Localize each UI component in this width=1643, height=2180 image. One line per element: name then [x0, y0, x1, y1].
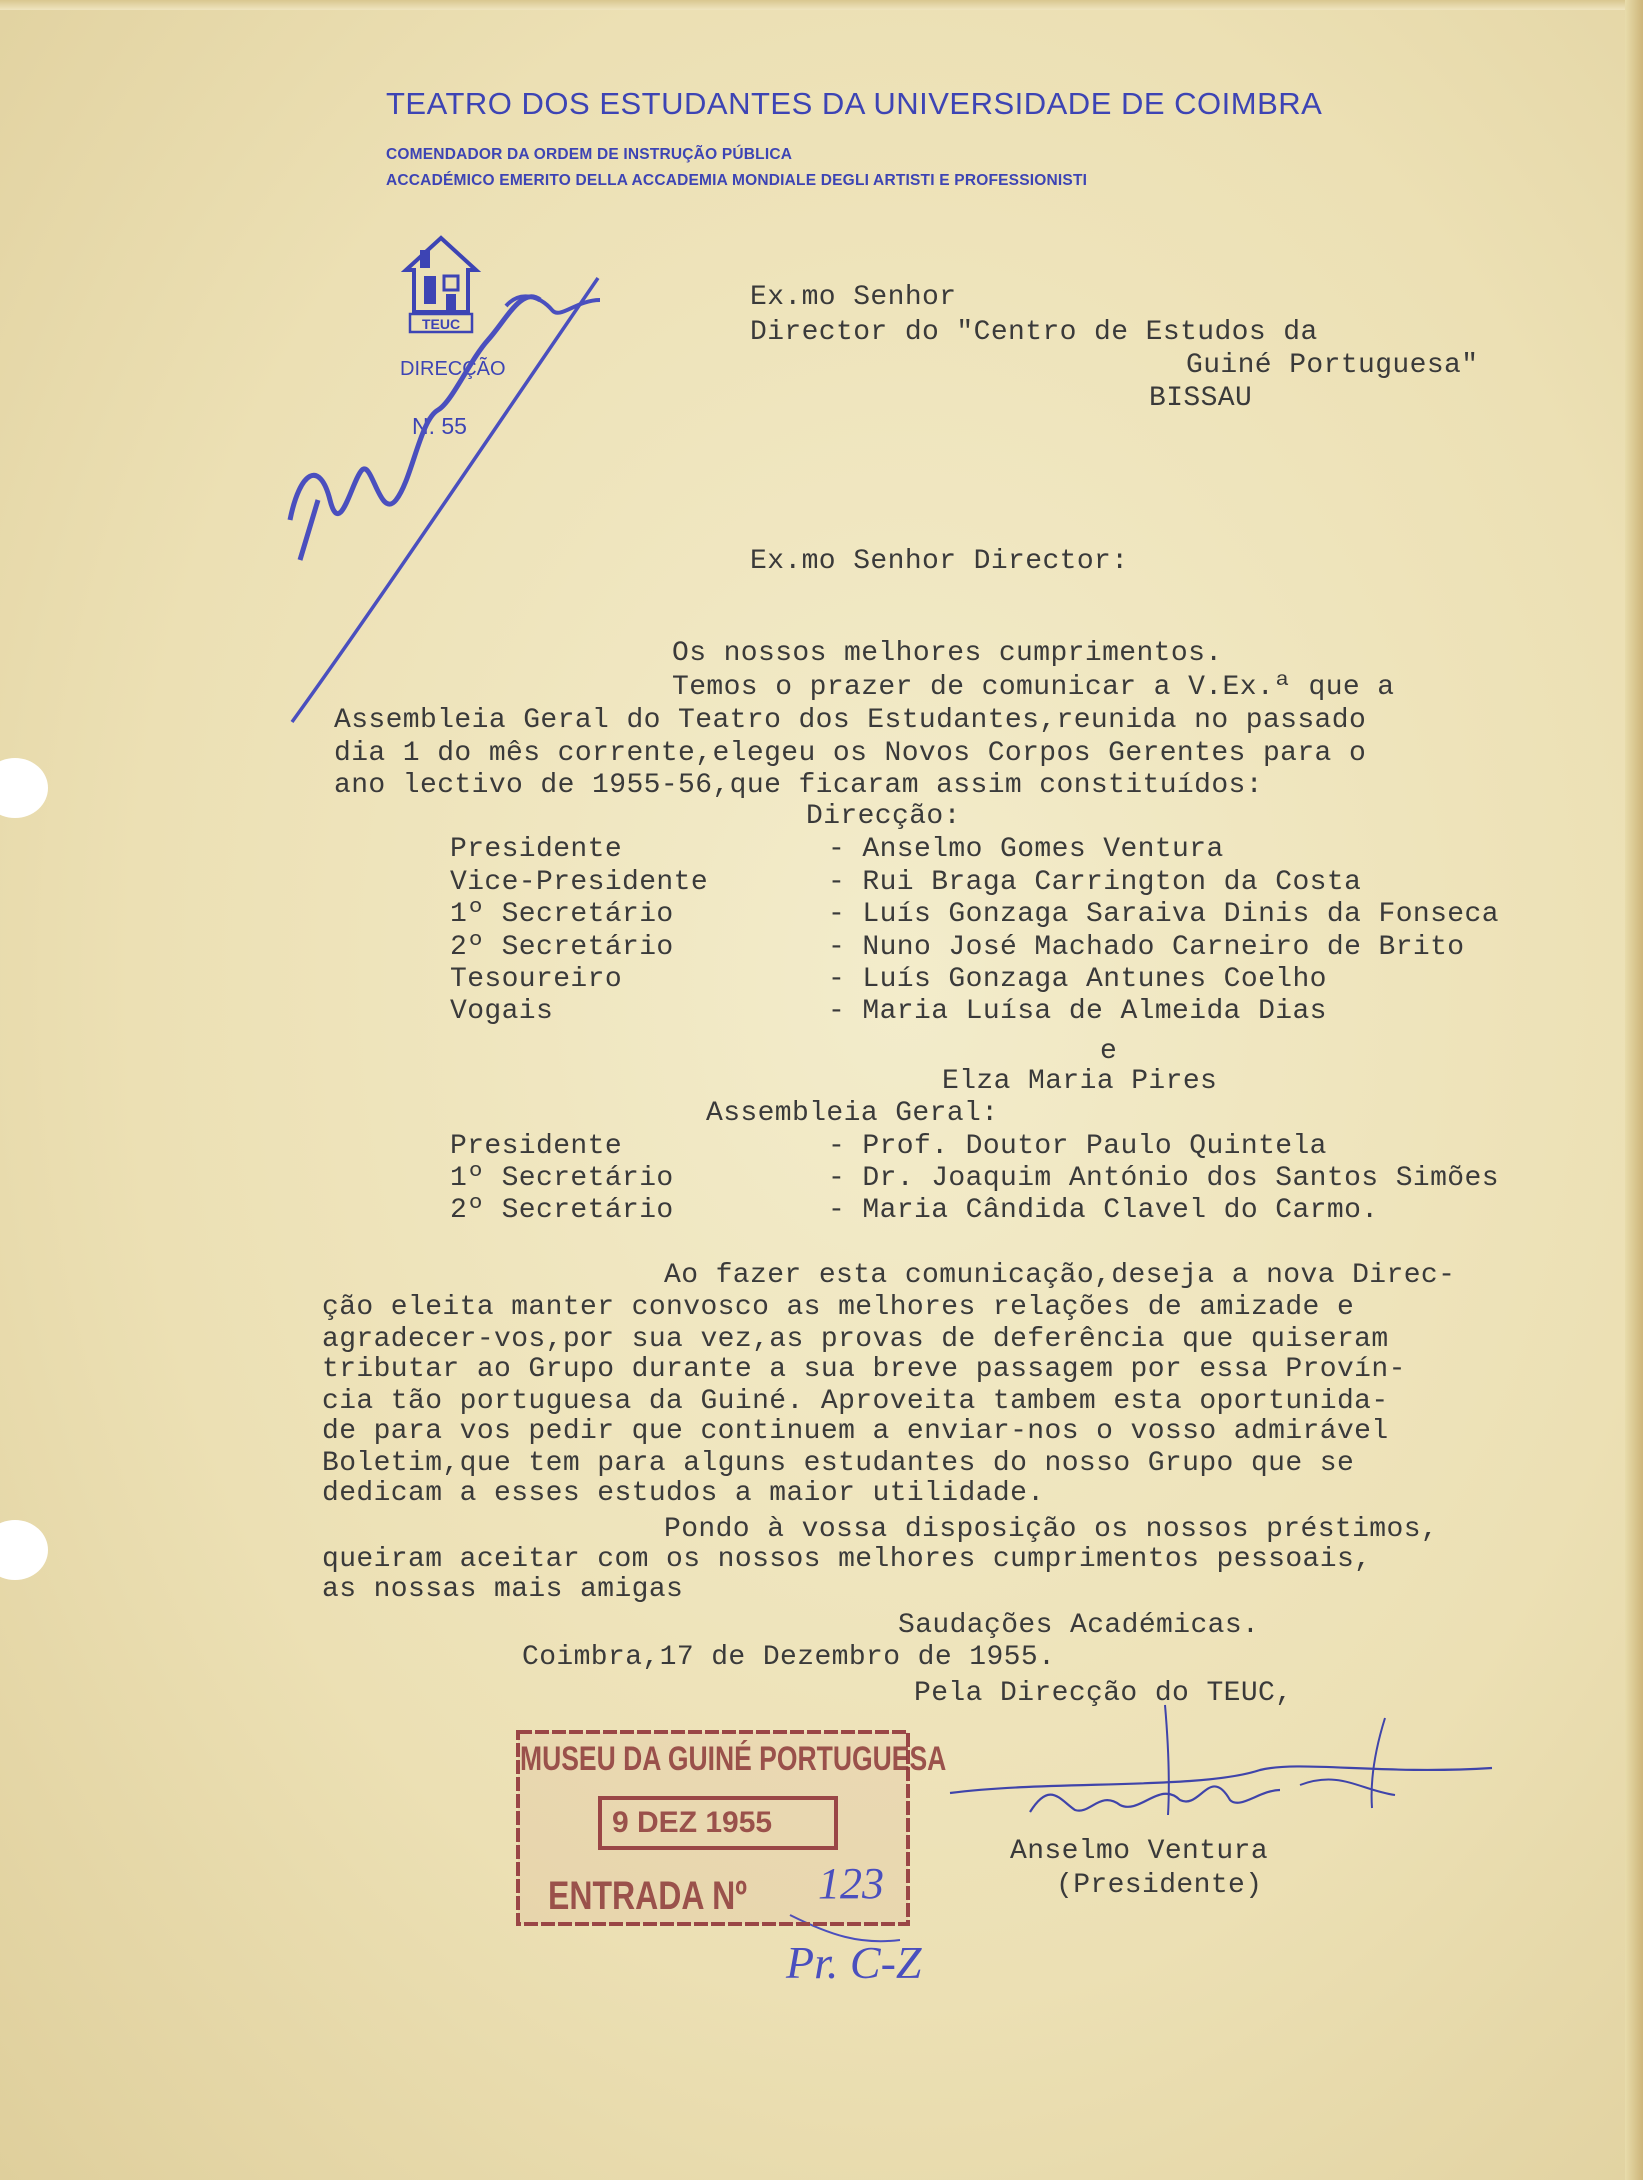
stamp-title: MUSEU DA GUINÉ PORTUGUESA [520, 1740, 947, 1778]
p1-line: Temos o prazer de comunicar a V.Ex.ª que a [672, 672, 1395, 703]
stamp-date: 9 DEZ 1955 [612, 1806, 773, 1839]
reference-annotation: Pr. C-Z [786, 1937, 922, 1988]
stamp-entrada-number: 123 [818, 1859, 884, 1908]
member-name: - Rui Braga Carrington da Costa [828, 867, 1362, 898]
recipient-line-2: Director do "Centro de Estudos da [750, 317, 1318, 348]
signer-name: Anselmo Ventura [1010, 1836, 1269, 1867]
role-label: 1º Secretário [450, 899, 674, 930]
closing-by: Pela Direcção do TEUC, [914, 1678, 1293, 1709]
p2-line: Boletim,que tem para alguns estudantes do nosso Grupo que se [322, 1448, 1355, 1479]
member-name: Elza Maria Pires [942, 1066, 1218, 1097]
greeting: Os nossos melhores cumprimentos. [672, 638, 1223, 669]
p2-line: dedicam a esses estudos a maior utilidade. [322, 1478, 1045, 1509]
direccao-no-prefix: N. [412, 413, 435, 439]
p3-line: as nossas mais amigas [322, 1574, 684, 1605]
direccao-label: DIRECÇÃO [400, 358, 506, 380]
direccao-no-value: 55 [441, 413, 467, 439]
direccao-heading: Direcção: [806, 801, 961, 832]
role-label: Presidente [450, 1131, 623, 1162]
assembleia-heading: Assembleia Geral: [706, 1098, 999, 1129]
member-name: - Prof. Doutor Paulo Quintela [828, 1131, 1327, 1162]
role-label: 2º Secretário [450, 1195, 674, 1226]
member-name: - Maria Cândida Clavel do Carmo. [828, 1195, 1379, 1226]
member-name: - Nuno José Machado Carneiro de Brito [828, 932, 1465, 963]
recipient-line-4: BISSAU [1149, 383, 1253, 414]
closing-place-date: Coimbra,17 de Dezembro de 1955. [522, 1642, 1056, 1673]
member-name: - Maria Luísa de Almeida Dias [828, 996, 1327, 1027]
p2-line: ção eleita manter convosco as melhores relações de amizade e [322, 1292, 1355, 1323]
member-name: - Dr. Joaquim António dos Santos Simões [828, 1163, 1499, 1194]
role-label: Tesoureiro [450, 964, 623, 995]
letterhead-line-1: COMENDADOR DA ORDEM DE INSTRUÇÃO PÚBLICA [386, 146, 793, 163]
p2-line: de para vos pedir que continuem a enviar-nos o vosso admirável [322, 1416, 1389, 1447]
p1-line: Assembleia Geral do Teatro dos Estudantes,reunida no passado [334, 705, 1367, 736]
vogais-conjunction: e [1100, 1036, 1118, 1067]
member-name: - Luís Gonzaga Saraiva Dinis da Fonseca [828, 899, 1499, 930]
role-label: 2º Secretário [450, 932, 674, 963]
p2-line: Ao fazer esta comunicação,deseja a nova Direc- [664, 1260, 1456, 1291]
p3-line: Pondo à vossa disposição os nossos préstimos, [664, 1514, 1439, 1545]
recipient-line-3: Guiné Portuguesa" [1186, 350, 1479, 381]
p3-line: queiram aceitar com os nossos melhores cumprimentos pessoais, [322, 1544, 1372, 1575]
closing-saudacoes: Saudações Académicas. [898, 1610, 1260, 1641]
salutation: Ex.mo Senhor Director: [750, 546, 1129, 577]
letterhead-line-2: ACCADÉMICO EMERITO DELLA ACCADEMIA MONDIALE DEGLI ARTISTI E PROFESSIONISTI [386, 172, 1088, 189]
role-label: Vogais [450, 996, 554, 1027]
p2-line: tributar ao Grupo durante a sua breve passagem por essa Provín- [322, 1354, 1406, 1385]
p1-line: ano lectivo de 1955-56,que ficaram assim constituídos: [334, 770, 1263, 801]
member-name: - Luís Gonzaga Antunes Coelho [828, 964, 1327, 995]
p1-line: dia 1 do mês corrente,elegeu os Novos Corpos Gerentes para o [334, 738, 1367, 769]
member-name: - Anselmo Gomes Ventura [828, 834, 1224, 865]
logo-text: TEUC [421, 316, 461, 332]
recipient-line-1: Ex.mo Senhor [750, 282, 957, 313]
role-label: 1º Secretário [450, 1163, 674, 1194]
role-label: Presidente [450, 834, 623, 865]
letterhead-title: TEATRO DOS ESTUDANTES DA UNIVERSIDADE DE COIMBRA [386, 86, 1323, 121]
p2-line: agradecer-vos,por sua vez,as provas de deferência que quiseram [322, 1324, 1389, 1355]
stamp-entrada-label: ENTRADA Nº [548, 1874, 747, 1918]
p2-line: cia tão portuguesa da Guiné. Aproveita tambem esta oportunida- [322, 1386, 1389, 1417]
signer-title: (Presidente) [1056, 1870, 1263, 1901]
role-label: Vice-Presidente [450, 867, 709, 898]
